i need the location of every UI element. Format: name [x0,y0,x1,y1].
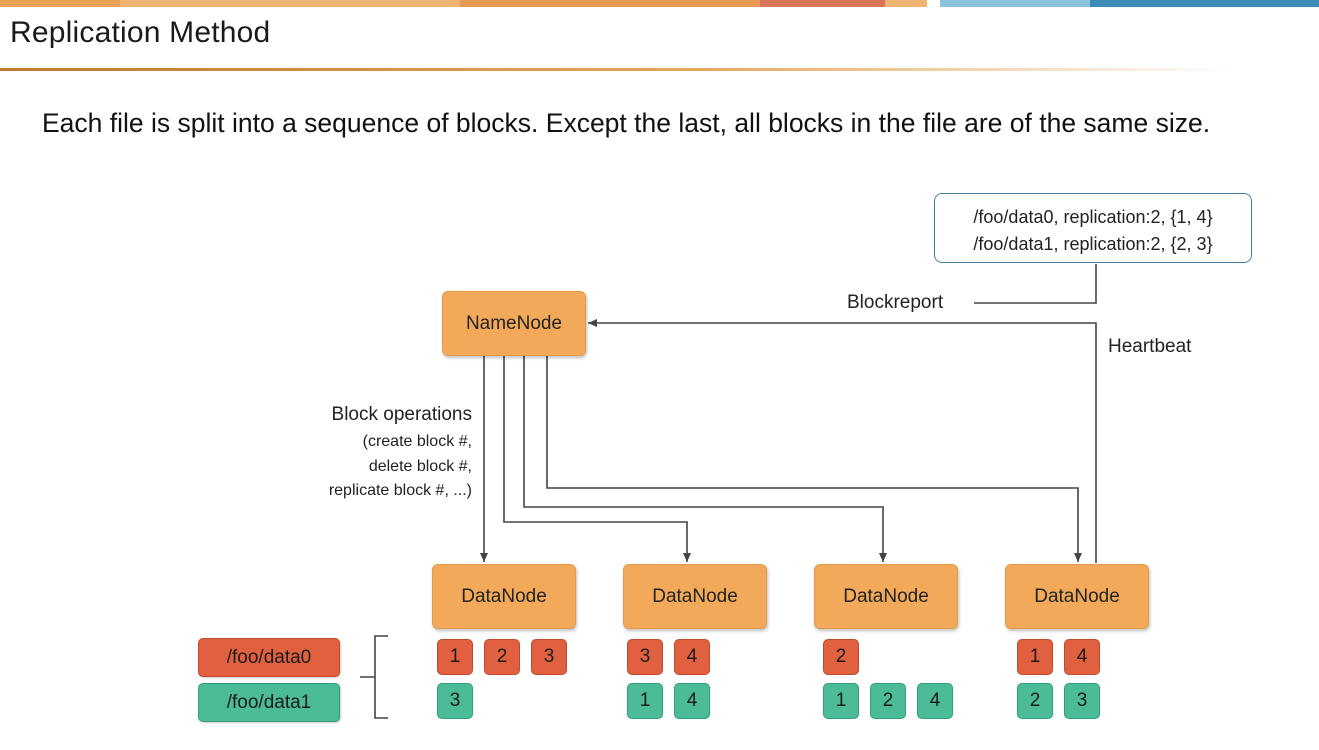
block-data1: 2 [870,683,906,719]
blockreport-label: Blockreport [847,292,944,313]
slide-title: Replication Method [10,16,271,49]
slide-subtitle: Each file is split into a sequence of blocks. Except the last, all blocks in the file are of the same size. [42,108,1211,138]
block-op-arrow-datanode-2 [504,356,687,562]
block-data1: 1 [627,683,663,719]
block-data1: 1 [823,683,859,719]
block-data0: 2 [823,639,859,675]
block-data0: 2 [484,639,520,675]
block-report-line: /foo/data1, replication:2, {2, 3} [973,234,1213,254]
datanode-2: DataNode [623,564,767,629]
block-operations-detail [329,430,472,504]
datanode-3: DataNode [814,564,958,629]
blockreport-connector [974,264,1096,303]
ops-line: (create block #, [362,433,472,450]
block-data0: 3 [531,639,567,675]
block-data0: 4 [1064,639,1100,675]
file-bracket [360,636,388,718]
heartbeat-arrow [588,323,1096,563]
ops-line: replicate block #, ...) [328,482,472,499]
block-data1: 2 [1017,683,1053,719]
block-report-line: /foo/data0, replication:2, {1, 4} [973,207,1213,227]
ops-line: delete block #, [368,457,472,475]
block-data0: 3 [627,639,663,675]
block-op-arrow-datanode-4 [547,356,1078,562]
block-operations-label: Block operations [331,404,472,425]
datanode-4: DataNode [1005,564,1149,629]
heartbeat-label: Heartbeat [1108,336,1192,357]
block-data1: 4 [674,683,710,719]
block-report-box [934,193,1252,263]
block-data0: 1 [437,639,473,675]
file-tag-data1: /foo/data1 [198,683,340,722]
file-tag-data0: /foo/data0 [198,638,340,677]
block-data1: 3 [1064,683,1100,719]
block-op-arrow-datanode-3 [524,356,883,562]
block-data1: 3 [437,683,473,719]
datanode-1: DataNode [432,564,576,629]
block-data0: 4 [674,639,710,675]
namenode: NameNode [442,291,586,356]
block-data0: 1 [1017,639,1053,675]
block-data1: 4 [917,683,953,719]
